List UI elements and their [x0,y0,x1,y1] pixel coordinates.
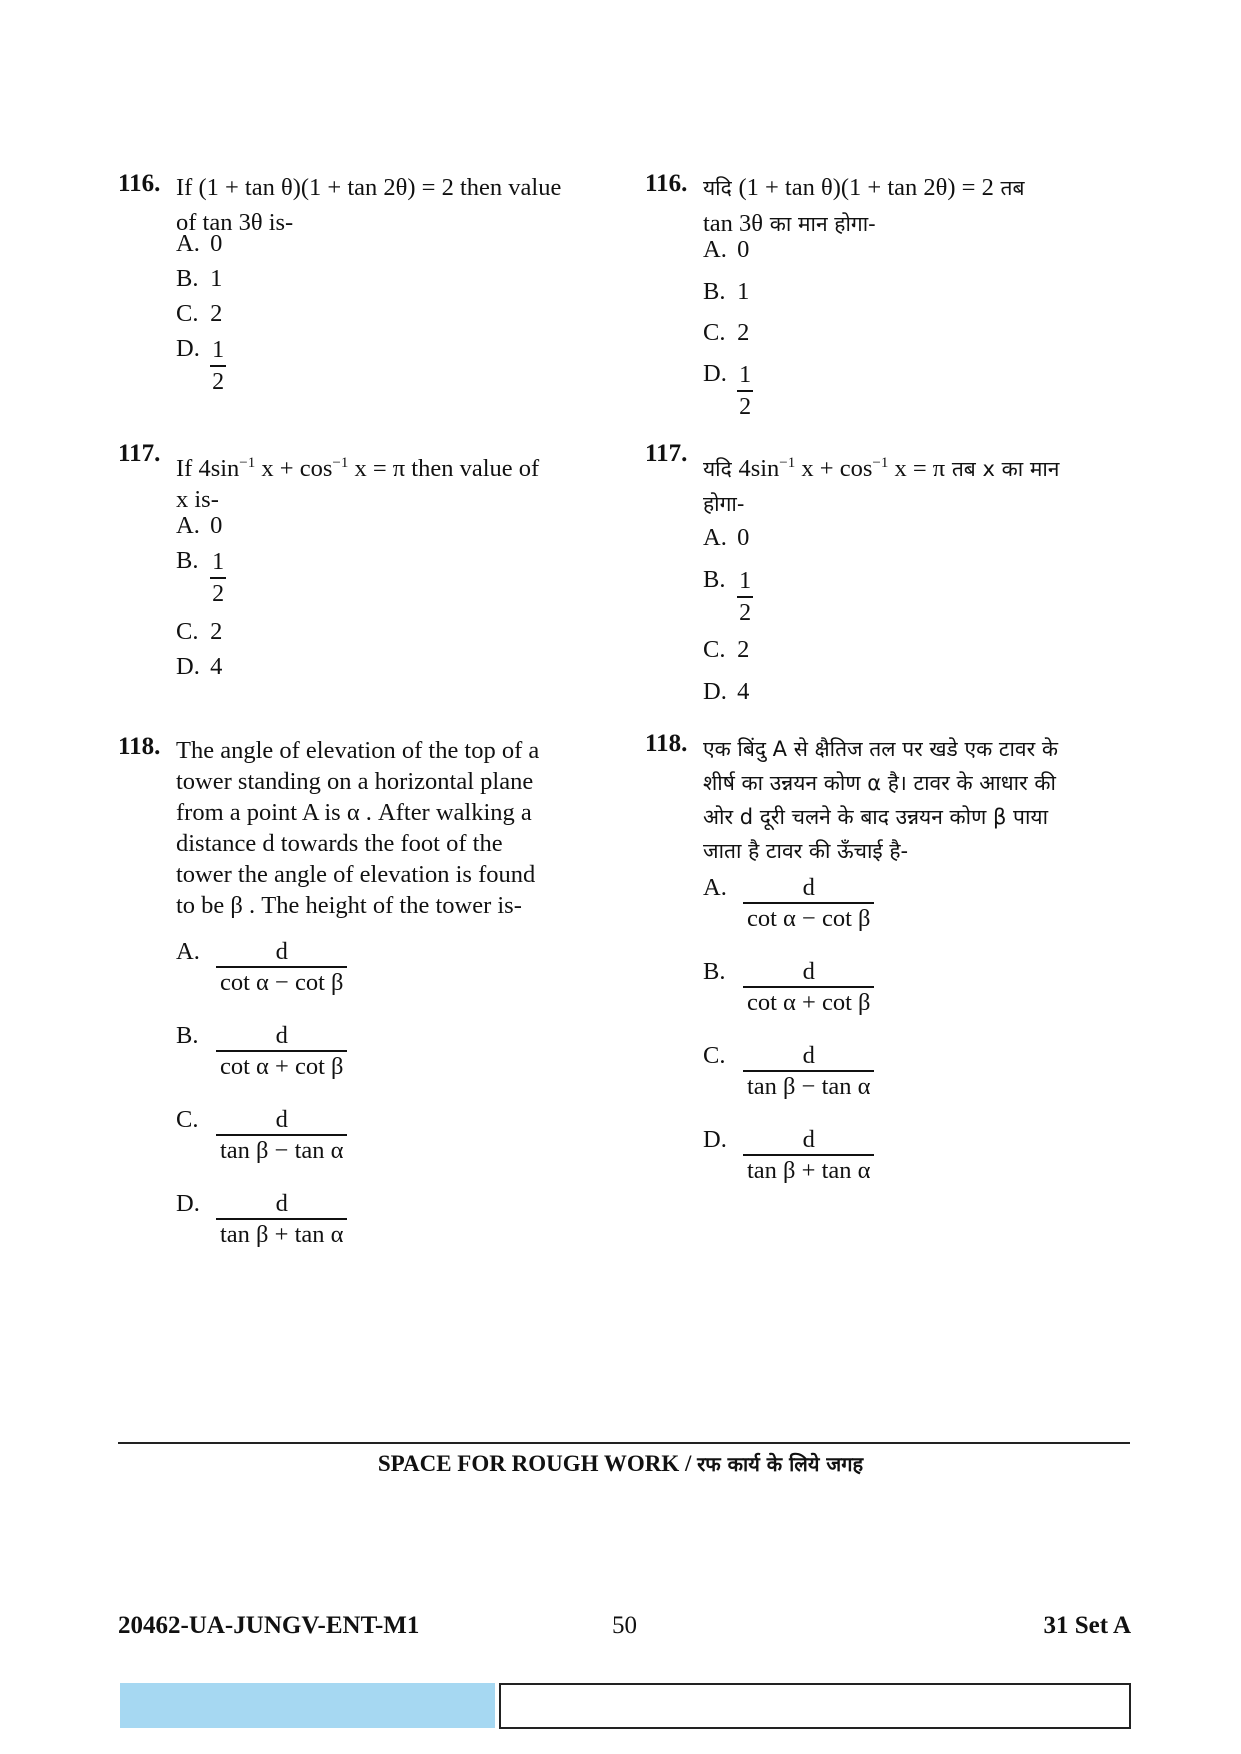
blank-box [499,1683,1131,1729]
question-text: यदि (1 + tan θ)(1 + tan 2θ) = 2 तब tan 3θ का मान होगा- [703,174,1025,237]
option-b: B. $\frac{1}{2}$ [176,547,225,607]
option-d: D. $\frac{d}{\text{tan β + tan α}}$ [703,1126,874,1186]
page-number: 50 [612,1612,637,1639]
option-a: A. $\frac{d}{\text{cot α − cot β}}$ [176,938,347,998]
question-text: The angle of elevation of the top of a tower standing on a horizontal plane from a point A is α . After walking a distance d towards the foot of the tower the angle of elevation is found to be β . The height of the tower is- [176,737,540,919]
option-c: C. 2 [176,300,223,327]
option-c: C. $\frac{d}{\text{tan β − tan α}}$ [703,1042,874,1102]
option-d: D. 4 [176,653,223,680]
question-number: 118. [118,733,161,760]
fraction: $\frac{d}{\text{cot α − cot β}}$ [743,874,874,934]
option-c: C. $\frac{d}{\text{tan β − tan α}}$ [176,1106,347,1166]
option-a: A. $\frac{d}{\text{cot α − cot β}}$ [703,874,874,934]
option-b: B. $\frac{d}{\text{cot α + cot β}}$ [703,958,874,1018]
option-c: C. 2 [176,618,223,645]
fraction: $\frac{d}{\text{cot α − cot β}}$ [216,938,347,998]
option-b: B. $\frac{d}{\text{cot α + cot β}}$ [176,1022,347,1082]
color-band [120,1683,495,1728]
fraction: $\frac{d}{\text{cot α + cot β}}$ [743,958,874,1018]
option-a: A. 0 [176,512,223,539]
fraction: $\frac{1}{2}$ [739,362,752,420]
fraction: $\frac{1}{2}$ [212,549,225,607]
option-a: A. 0 [703,236,750,263]
math-expression: (1 + tan θ)(1 + tan 2θ) = 2 [198,174,454,201]
fraction: $\frac{d}{\text{tan β − tan α}}$ [743,1042,874,1102]
question-number: 116. [645,170,688,197]
question-text: If (1 + tan θ)(1 + tan 2θ) = 2 then value of tan 3θ is- [176,174,562,236]
question-number: 118. [645,730,688,757]
option-d: D. $\frac{1}{2}$ [703,360,752,420]
fraction: $\frac{d}{\text{tan β − tan α}}$ [216,1106,347,1166]
option-b: B. 1 [703,278,750,305]
question-text: यदि $4\sin^{-1}$ $x + \cos^{-1} x = \pi$ तब x का मान होगा- [703,455,1060,517]
option-a: A. 0 [176,230,223,257]
question-text: एक बिंदु A से क्षैतिज तल पर खडे एक टावर के शीर्ष का उन्नयन कोण α है। टावर के आधार की ओर d दूरी चलने के बाद उन्नयन कोण β पाया जाता है टावर की ऊँचाई है- [703,737,1058,863]
math-expression: (1 + tan θ)(1 + tan 2θ) = 2 [738,174,994,201]
option-c: C. 2 [703,636,750,663]
rough-work-divider [118,1442,1130,1444]
option-b: B. $\frac{1}{2}$ [703,566,752,626]
paper-code: 20462-UA-JUNGV-ENT-M1 [118,1612,420,1639]
question-text: If $4\sin^{-1}$ $x + \cos^{-1} x = \pi$ then value of x is- [176,455,540,514]
fraction: $\frac{1}{2}$ [739,568,752,626]
math-expression: tan 3θ [202,209,263,236]
rough-work-label: SPACE FOR ROUGH WORK / रफ कार्य के लिये जगह [377,1451,864,1476]
option-d: D. $\frac{d}{\text{tan β + tan α}}$ [176,1190,347,1250]
fraction: $\frac{1}{2}$ [212,337,225,395]
fraction: $\frac{d}{\text{tan β + tan α}}$ [216,1190,347,1250]
question-number: 117. [118,440,161,467]
option-d: D. 4 [703,678,750,705]
question-number: 117. [645,440,688,467]
option-a: A. 0 [703,524,750,551]
fraction: $\frac{d}{\text{cot α + cot β}}$ [216,1022,347,1082]
set-label: 31 Set A [1043,1612,1131,1639]
fraction: $\frac{d}{\text{tan β + tan α}}$ [743,1126,874,1186]
option-c: C. 2 [703,319,750,346]
option-b: B. 1 [176,265,223,292]
option-d: D. $\frac{1}{2}$ [176,335,225,395]
question-number: 116. [118,170,161,197]
